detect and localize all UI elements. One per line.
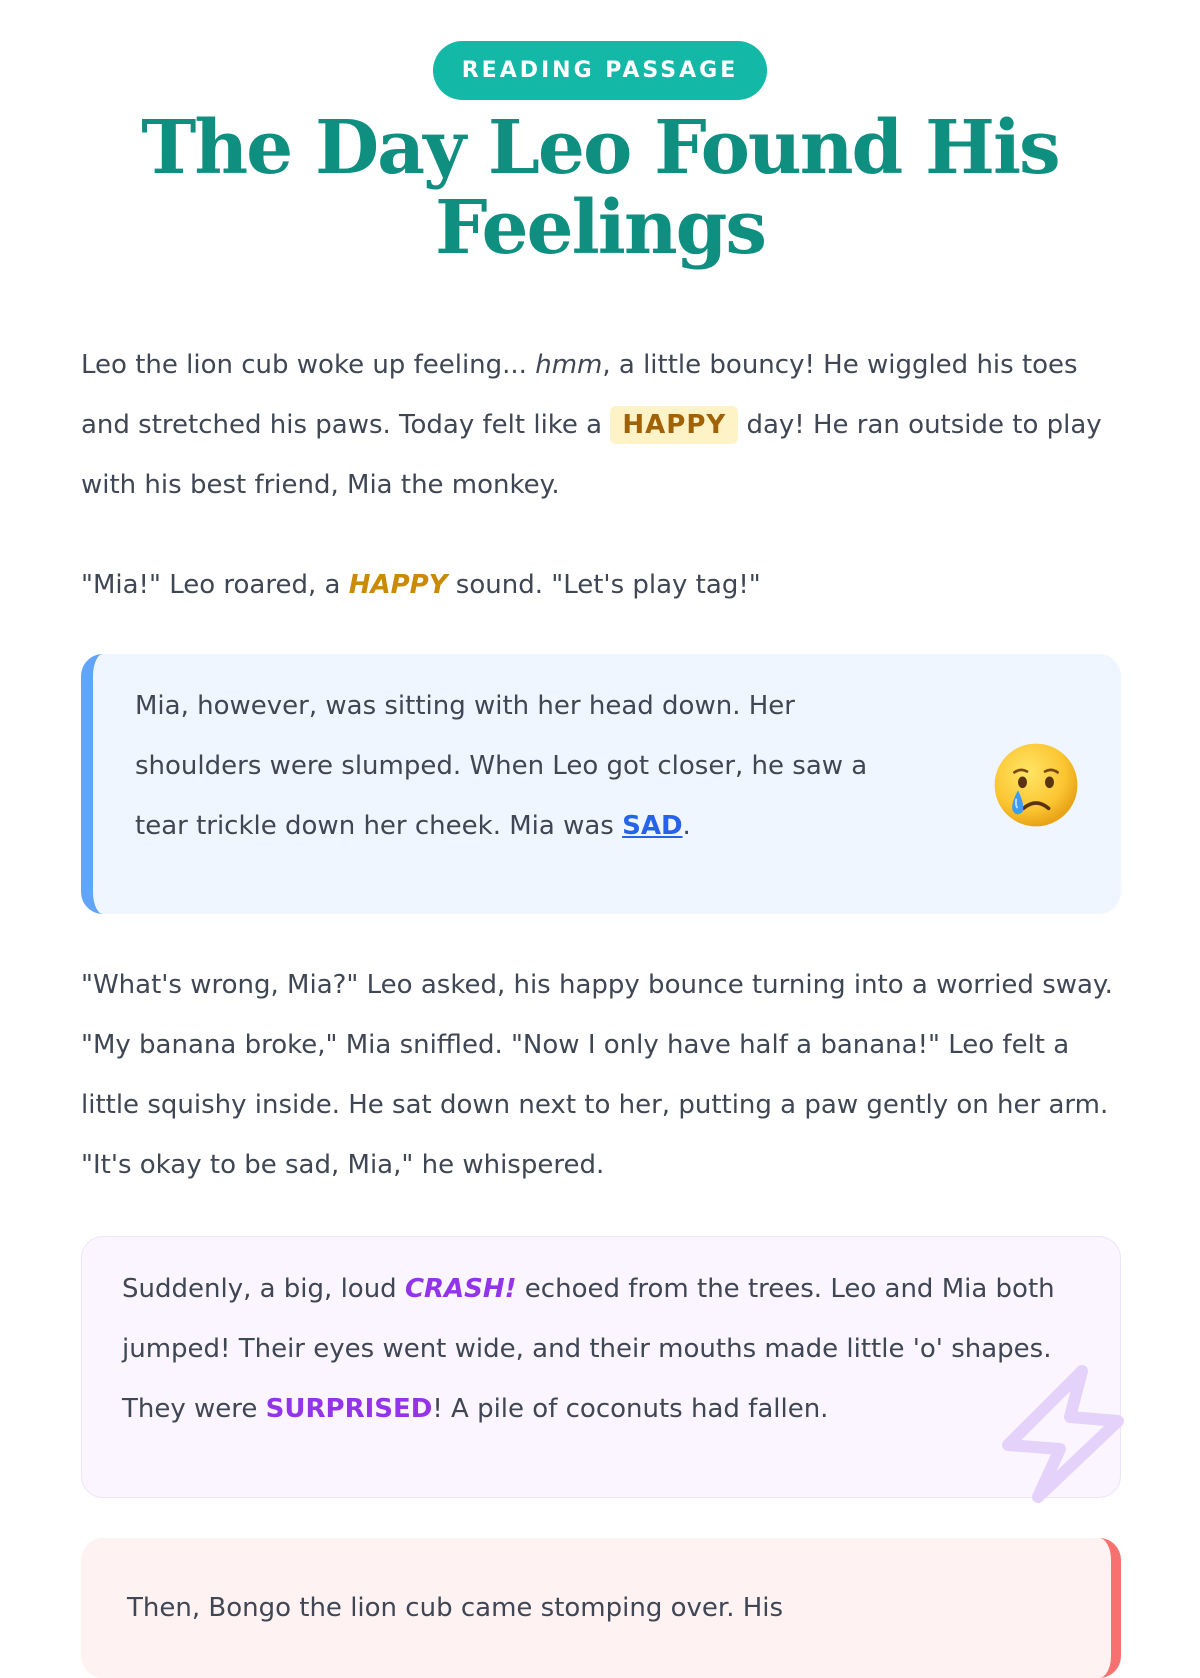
- sad-callout-text: [135, 676, 915, 856]
- paragraph-text: , a little bouncy! He wiggled his toes and stretched his paws. Today felt like a: [81, 350, 1078, 440]
- paragraph-text: .: [682, 811, 691, 841]
- surprised-callout: [81, 1236, 1121, 1498]
- paragraph-text: day! He ran outside to play with his best friend, Mia the monkey.: [81, 410, 1102, 500]
- crash-word: CRASH!: [404, 1274, 517, 1304]
- paragraph-text: Suddenly, a big, loud: [122, 1274, 405, 1304]
- sad-word: SAD: [622, 811, 683, 841]
- badge-container: [0, 41, 1200, 100]
- paragraph-text: Leo the lion cub woke up feeling...: [81, 350, 536, 380]
- crying-face-icon: [991, 740, 1081, 830]
- paragraph-whats-wrong: "What's wrong, Mia?" Leo asked, his happy bounce turning into a worried sway. "My banana broke," Mia sniffled. "Now I only have half a banana!" Leo felt a little squishy inside. He sat down next to her, putting a paw gently on her arm. "It's okay to be sad, Mia," he whispered.: [81, 970, 1113, 1180]
- sad-callout: [81, 654, 1121, 914]
- lightning-bolt-icon: [990, 1357, 1130, 1507]
- surprised-word: SURPRISED: [265, 1394, 433, 1424]
- paragraph-text: Mia, however, was sitting with her head down. Her shoulders were slumped. When Leo got closer, he saw a tear trickle down her cheek. Mia was: [135, 691, 868, 841]
- paragraph-text: sound. "Let's play tag!": [447, 570, 761, 600]
- happy-highlight: HAPPY: [610, 406, 738, 444]
- paragraph-text: "Mia!" Leo roared, a: [81, 570, 349, 600]
- paragraph-intro: [81, 335, 1121, 515]
- paragraph-text: ! A pile of coconuts had fallen.: [432, 1394, 829, 1424]
- happy-sound-word: HAPPY: [348, 570, 448, 600]
- paragraph-roar: [81, 555, 1121, 615]
- reading-passage-badge: READING PASSAGE: [433, 41, 767, 100]
- angry-callout: [81, 1538, 1121, 1678]
- paragraph-text: echoed from the trees. Leo and Mia both jumped! Their eyes went wide, and their mouths made little 'o' shapes. They were: [122, 1274, 1055, 1424]
- page-title: The Day Leo Found His Feelings: [141, 105, 1059, 271]
- surprised-callout-text: [122, 1259, 1102, 1439]
- italic-word: hmm: [535, 350, 603, 380]
- angry-callout-text: Then, Bongo the lion cub came stomping over. His: [127, 1593, 784, 1623]
